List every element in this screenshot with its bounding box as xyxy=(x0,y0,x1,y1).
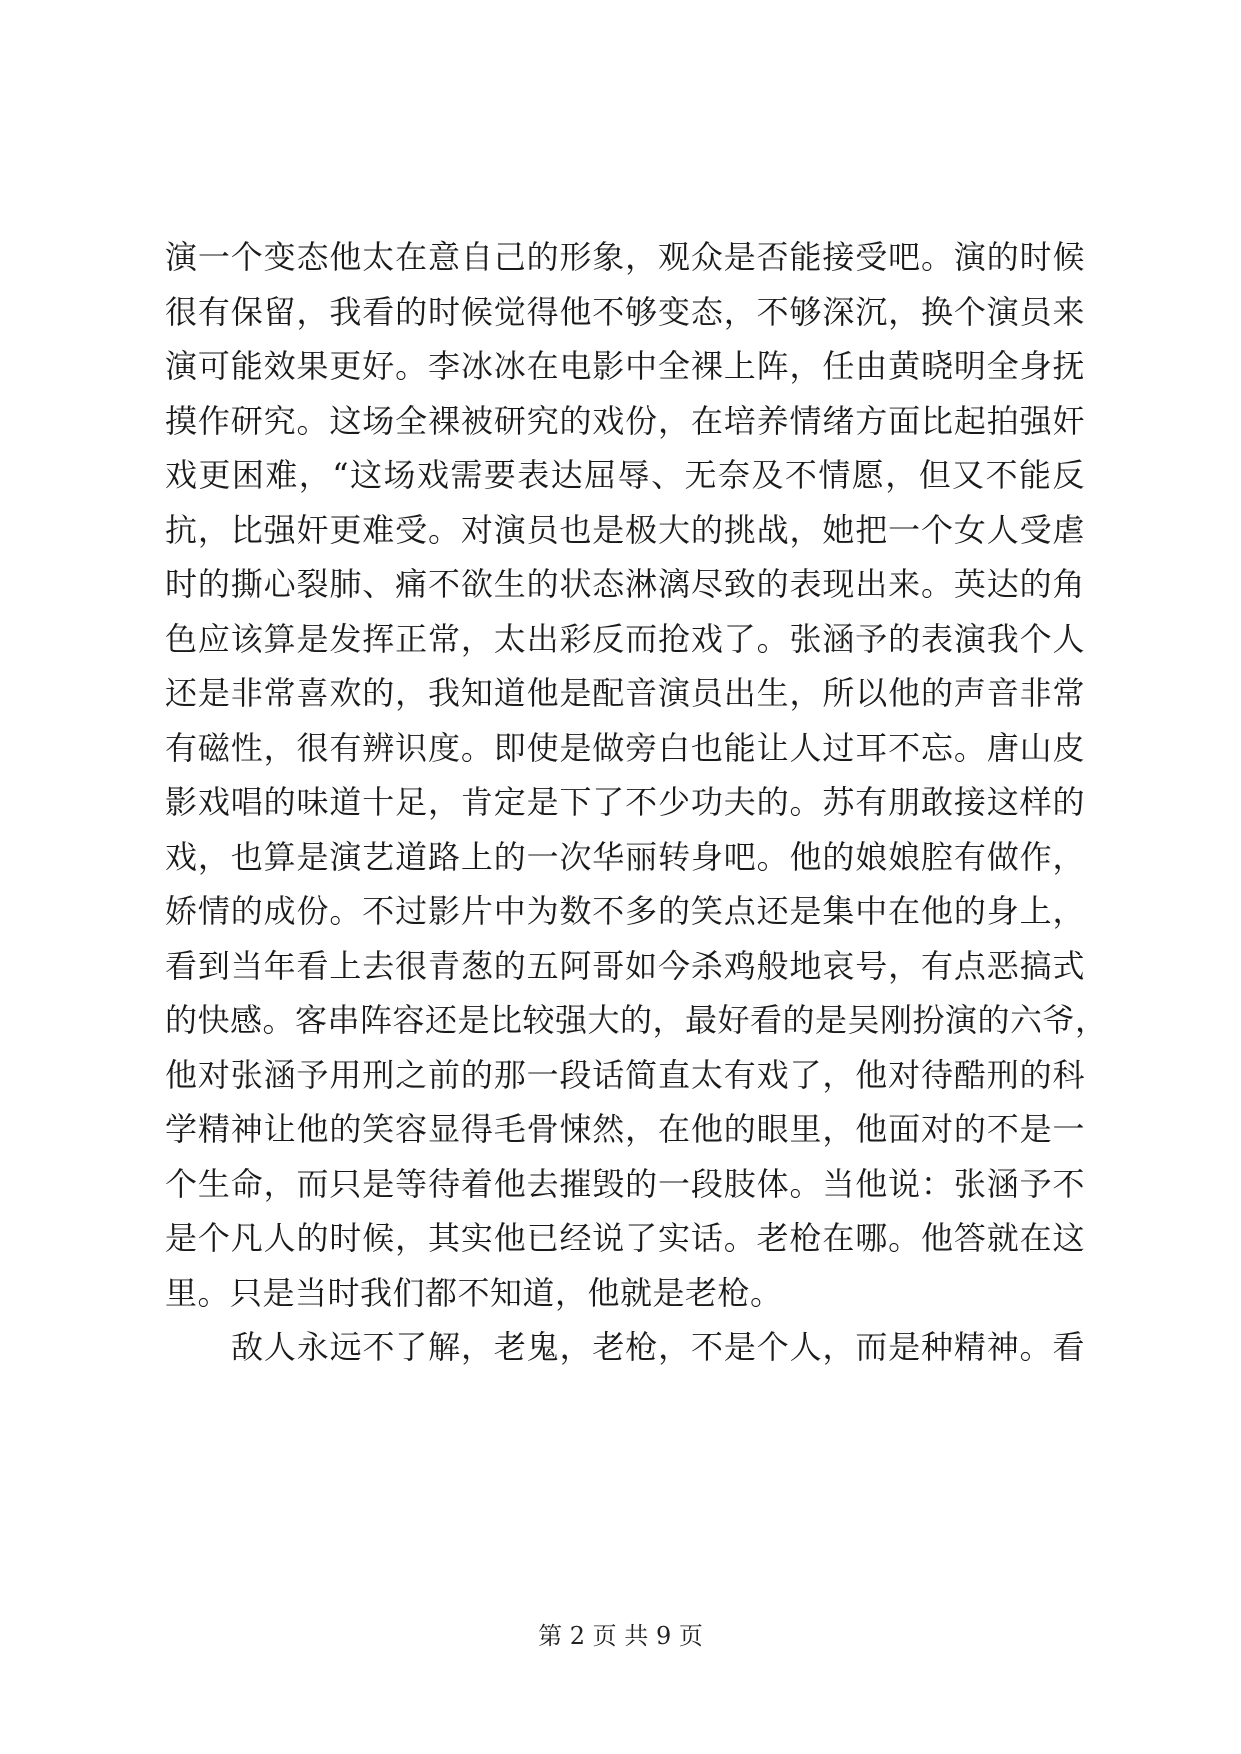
text-line: 抗，比强奸更难受。对演员也是极大的挑战，她把一个女人受虐 xyxy=(165,510,1085,549)
paragraph-2 xyxy=(165,1320,1085,1375)
text-line: 时的撕心裂肺、痛不欲生的状态淋漓尽致的表现出来。英达的角 xyxy=(165,565,1085,603)
text-line: 学精神让他的笑容显得毛骨悚然，在他的眼里，他面对的不是一 xyxy=(165,1110,1085,1148)
text-line: 个生命，而只是等待着他去摧毁的一段肢体。当他说：张涵予不 xyxy=(165,1164,1085,1203)
text-line: 演可能效果更好。李冰冰在电影中全裸上阵，任由黄晓明全身抚 xyxy=(165,347,1085,385)
body-text xyxy=(165,230,1108,1375)
text-line: 里。只是当时我们都不知道，他就是老枪。 xyxy=(165,1273,783,1312)
text-line: 娇情的成份。不过影片中为数不多的笑点还是集中在他的身上， xyxy=(165,892,1085,930)
page-footer xyxy=(0,1616,1241,1651)
text-line: 很有保留，我看的时候觉得他不够变态，不够深沉，换个演员来 xyxy=(165,292,1085,331)
text-line: 的快感。客串阵容还是比较强大的，最好看的是吴刚扮演的六爷， xyxy=(165,1001,1108,1039)
text-line: 色应该算是发挥正常，太出彩反而抢戏了。张涵予的表演我个人 xyxy=(165,619,1085,658)
text-line: 戏更困难，“这场戏需要表达屈辱、无奈及不情愿，但又不能反 xyxy=(165,456,1085,494)
text-line: 还是非常喜欢的，我知道他是配音演员出生，所以他的声音非常 xyxy=(165,674,1085,712)
text-line: 看到当年看上去很青葱的五阿哥如今杀鸡般地哀号，有点恶搞式 xyxy=(165,946,1085,985)
text-line: 有磁性，很有辨识度。即使是做旁白也能让人过耳不忘。唐山皮 xyxy=(165,728,1085,767)
page-number-label: 第 2 页 共 9 页 xyxy=(538,1622,703,1650)
text-line: 是个凡人的时候，其实他已经说了实话。老枪在哪。他答就在这 xyxy=(165,1219,1085,1257)
text-line: 影戏唱的味道十足，肯定是下了不少功夫的。苏有朋敢接这样的 xyxy=(165,783,1085,821)
paragraph-1 xyxy=(165,230,1108,1320)
text-line: 戏，也算是演艺道路上的一次华丽转身吧。他的娘娘腔有做作， xyxy=(165,837,1085,876)
text-line: 他对张涵予用刑之前的那一段话简直太有戏了，他对待酷刑的科 xyxy=(165,1055,1085,1094)
text-line: 摸作研究。这场全裸被研究的戏份，在培养情绪方面比起拍强奸 xyxy=(165,401,1085,440)
text-line: 敌人永远不了解，老鬼，老枪，不是个人，而是种精神。看 xyxy=(231,1328,1085,1366)
text-line: 演一个变态他太在意自己的形象，观众是否能接受吧。演的时候 xyxy=(165,238,1085,276)
